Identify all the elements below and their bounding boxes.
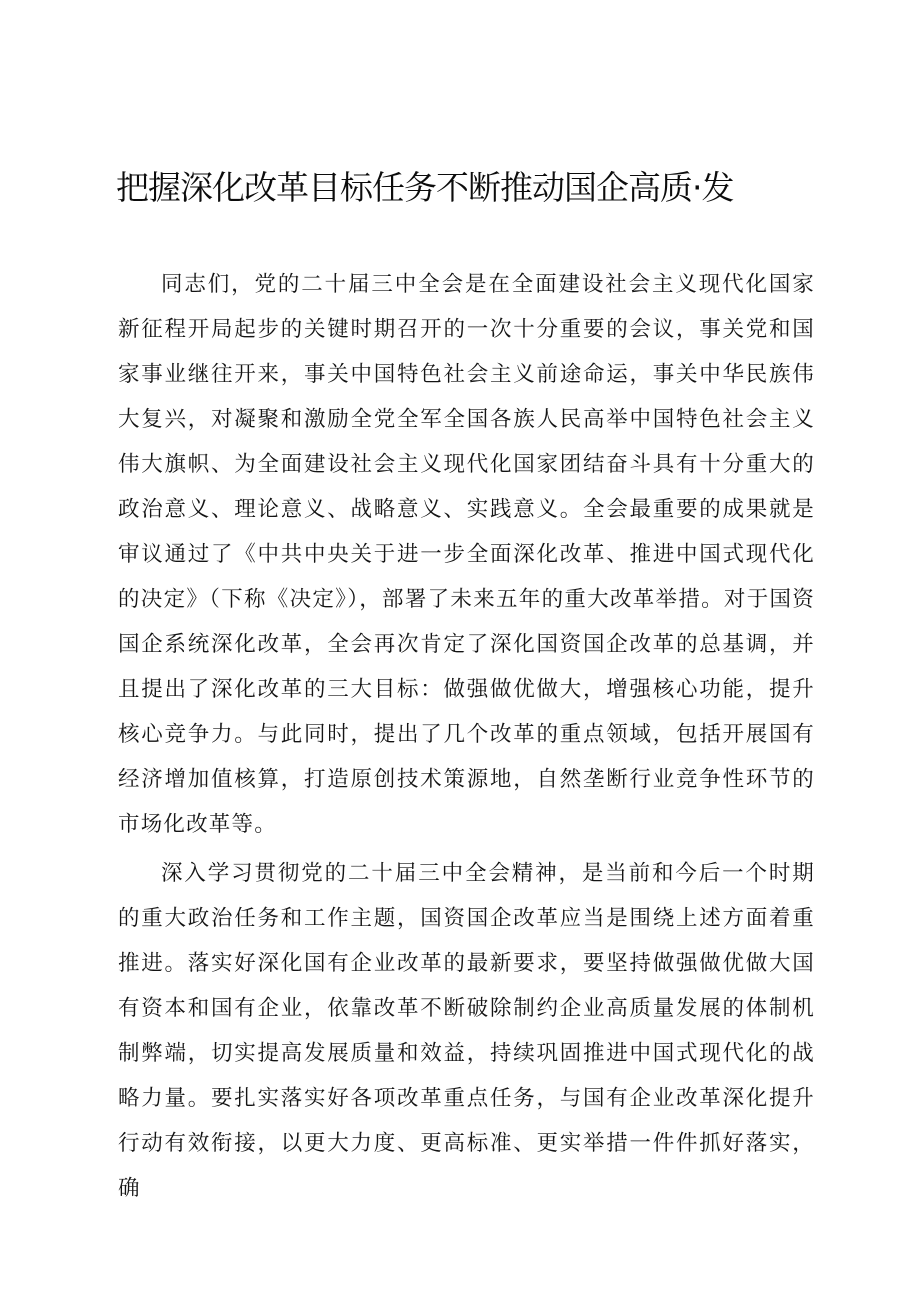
paragraph: 同志们，党的二十届三中全会是在全面建设社会主义现代化国家新征程开局起步的关键时期召开的一次十分重要的会议，事关党和国家事业继往开来，事关中国特色社会主义前途命运，事关中华民族伟大复兴，对凝聚和激励全党全军全国各族人民高举中国特色社会主义伟大旗帜、为全面建设社会主义现代化国家团结奋斗具有十分重大的政治意义、理论意义、战略意义、实践意义。全会最重要的成果就是审议通过了《中共中央关于进一步全面深化改革、推进中国式现代化的决定》（下称《决定》），部署了未来五年的重大改革举措。对于国资国企系统深化改革，全会再次肯定了深化国资国企改革的总基调，并且提出了深化改革的三大目标：做强做优做大，增强核心功能，提升核心竞争力。与此同时，提出了几个改革的重点领域，包括开展国有经济增加值核算，打造原创技术策源地，自然垄断行业竞争性环节的市场化改革等。 [118, 272, 815, 837]
paragraph: 深入学习贯彻党的二十届三中全会精神，是当前和今后一个时期的重大政治任务和工作主题，国资国企改革应当是围绕上述方面着重推进。落实好深化国有企业改革的最新要求，要坚持做强做优做大国有资本和国有企业，依靠改革不断破除制约企业高质量发展的体制机制弊端，切实提高发展质量和效益，持续巩固推进中国式现代化的战略力量。要扎实落实好各项改革重点任务，与国有企业改革深化提升行动有效衔接，以更大力度、更高标准、更实举措一件件抓好落实，确 [118, 861, 815, 1201]
document-body [118, 262, 815, 1215]
document-title: 把握深化改革目标任务不断推动国企高质·发 [116, 168, 734, 207]
